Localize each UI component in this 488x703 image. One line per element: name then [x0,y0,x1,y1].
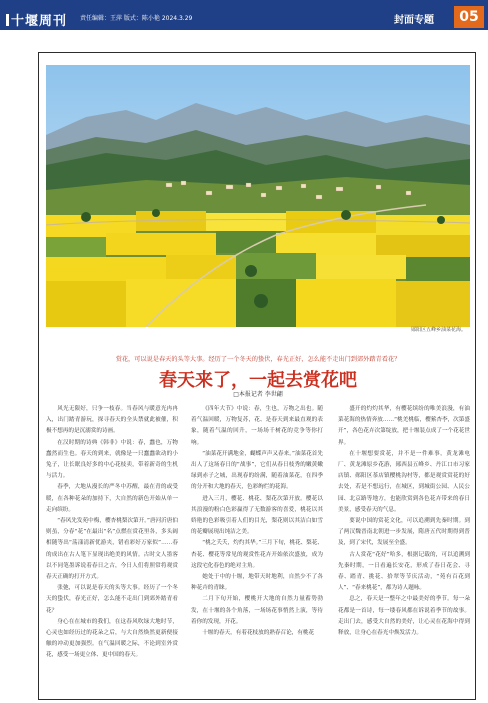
masthead-title: 十堰周刊 [11,14,68,29]
masthead [6,10,67,29]
masthead-mark [6,14,9,26]
paragraph: “油菜花开满地金，蝴蝶声声又春来。”油菜花首先出人了这场春日的“战事”，它们从春日枝秀的嫩黄嫩绿到赤子之城，出现春的纷满，随着油菜花，在四季的分开和大地的春天，色彩绚烂的花海。 [191,450,323,491]
headline: 春天来了，一起去赏花吧 [159,370,357,391]
paragraph: 二月下旬开始，樱桃开大地的自然力量蓄势勃发，在十堰的各个角落，一场场花事悄然上演，等待着你的发现，开花。 [191,596,323,625]
paragraph: 总之，春天是一整年之中最美好的季节。每一朵花都是一首诗，每一缕春风都在诉说着季节的故事。走出门去，感受大自然的美好，让心灵在花海中得到释放，让身心在春光中焕发活力。 [338,596,470,637]
article-body [46,404,470,692]
section-title: 封面专题 [394,15,434,26]
paragraph: 古人赏花“花好”哈多，根据记载的，可以追溯到先秦时期，一日看遍长安花，形成了春日花会、寻春、踏青、挑花、拾翠等节庆活动，“苑有百花到人”、“春来桃花”，都为诗人题咏。 [338,551,470,592]
column-3 [338,404,470,639]
byline: □本报记者 李世翩 [233,391,283,398]
paragraph: 张弛，可以说是春天的头等大事。经历了一个冬天的蛰伏，春光正好，怎么能不走出门到郊外踏青看花？ [46,585,178,614]
paragraph: “春风先发苑中梅，樱杏桃梨次第开。”唐河沂唐伯则虽，分春“花”在最出“名”点燃在赏花里各，多头阔相随等出“荡漾清新优游夹，错看彩好万家似”……春的成出在古人笔下显现出绝美的风情。古时文人墨客以不同笔墨诉说着春日之古，今日人们将照常将观赏春天正确的打开方式。 [46,518,178,581]
photo-caption: 郧阳区五峰乡油菜花海。 [410,327,466,333]
paragraph: 风光无限好，只争一枝春。当春风与暖意光冉冉入，出门踏青游玩，探寻春天的全头禁就此被催，积极不想再的是沉溺赏的诗画。 [46,406,178,435]
column-2 [191,404,323,639]
paragraph: 进入三月，樱花、桃花、梨花次第开放。樱花以其浪漫的粉白色彩赢得了无数游客的喜爱，桃花以其娇艳的色彩吸引着人们的目光，梨花则以其洁白如雪的花瓣展现出纯洁之美。 [191,495,323,536]
editor-credits: 责任编辑：王萍 版式：陈小艳 2024.3.29 [80,15,193,22]
paragraph: 十堰的春天，有着花枝放的熟春召论，有桃花 [202,630,315,637]
paragraph: 要说中国的赏花文化，可以追溯到先秦时期。到了两汉魏晋南北朝进一步发展，隋唐五代时期得到普及，到了宋代，发展至全盛。 [338,518,470,547]
paragraph: 盛开的灼灼其华，有樱花缤纷的唯美浪漫，有油菜花海的热情奔放……“桃羌桃临，樱萦杏李，次第盛开”，各色花卉次第绽放，把十堰装点成了一个花花世界。 [338,406,470,446]
paragraph: “桃之夭夭，灼灼其华。”三月下旬，桃花、梨花、杏花、樱花等常见的观赏性花卉开始依次盛放，成为这段宅化春色的绝对主角。 [191,540,323,569]
paragraph: 在汉时期的诗典《韩非》中说：春，蠢也，万物蠢然而生也。春天的到来，就像是一只蠢蠢欲动的小兔子，让长眠良好多的中心花枝卖，带着新奇的生机与活力。 [46,439,178,480]
paragraph: 身心在在城市的我们，在这春风吹绿大地时节，心灵也如经历过的花朵之后，与大自然焕然更新便接触的冲动更加强烈。在气温回暖之际，不论到室外赏花，感受一场更立体、更中国的春天。 [46,618,178,659]
lede-text: 赏花，可以说是春天的头等大事。经历了一个冬天的蛰伏，春光正好，怎么能不走出门到郊外踏青看花？ [115,356,401,363]
page-number: 05 [454,6,484,28]
column-1 [46,404,178,662]
paragraph: 她处于中的十堰，地带天时地利，自然少不了各种花卉的青睐。 [191,574,323,592]
top-banner [0,0,488,30]
cover-photo [46,65,470,327]
rapeseed-field-illustration [46,65,470,327]
paragraph: 春季，大地从漫长的严冬中苏醒，最在青的或受暖，在各种花朵的加持下，大自然的新色开始从单一走向缤纷。 [46,484,178,513]
paragraph: 《四年大节》中说：春，生也，万物之出也。随着气温回暖，万物复苏，花、是春天到来最直观的表象，随着气温的回升，一场场千树花的竞争等你打响。 [191,406,323,446]
paragraph: 在十堰想要赏花，并不是一件难事，黄龙滩电厂、黄龙滩原乡花游，郧西县五峰乡、丹江口市习家店镇、郧阳区茶店镇樱桃沟村等，都是观赏赏花的好去处，若是不想远行，在城区，到城街公园、人民公园、北京路等地方，也能欣赏到各色花卉带来的春日美景，感受春天的气息。 [338,450,470,513]
